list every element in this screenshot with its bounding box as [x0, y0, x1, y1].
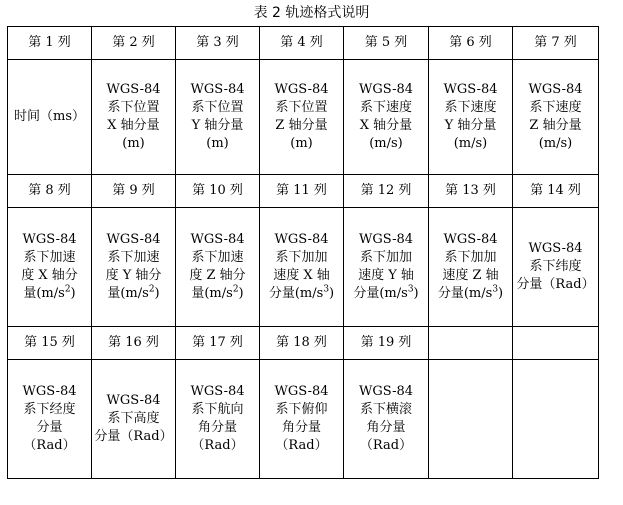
description-main-text: WGS-84 系下加速 度 Y 轴分 量(m/s: [105, 232, 162, 301]
description-text: WGS-84 系下俯仰 角分量 （Rad）: [274, 384, 329, 453]
unit-exponent: 3: [407, 284, 414, 295]
description-cell: [92, 60, 176, 175]
column-header-cell: 第 14 列: [513, 175, 599, 208]
description-text: WGS-84 系下速度 X 轴分量 (m/s): [358, 82, 414, 151]
description-text: 时间（ms）: [14, 109, 85, 124]
unit-exponent: 3: [323, 284, 330, 295]
description-text: [346, 231, 426, 303]
description-cell: [429, 208, 513, 327]
description-cell: [92, 360, 176, 479]
description-text: WGS-84 系下横滚 角分量 （Rad）: [358, 384, 414, 453]
column-header-cell: [429, 327, 513, 360]
column-header-cell: 第 13 列: [429, 175, 513, 208]
description-cell: [513, 60, 599, 175]
description-text: WGS-84 系下高度 分量（Rad）: [94, 393, 173, 444]
unit-close: ): [329, 286, 335, 301]
description-cell: [513, 360, 599, 479]
trajectory-format-table: [7, 26, 599, 479]
column-header-cell: 第 19 列: [344, 327, 429, 360]
unit-exponent: 2: [232, 284, 239, 295]
description-cell: [344, 60, 429, 175]
description-row: [8, 208, 599, 327]
column-header-cell: 第 11 列: [260, 175, 344, 208]
description-cell: [260, 360, 344, 479]
description-row: [8, 360, 599, 479]
description-text: WGS-84 系下位置 Z 轴分量 (m): [274, 82, 329, 151]
description-cell: [344, 360, 429, 479]
description-cell: [429, 360, 513, 479]
column-header-cell: 第 2 列: [92, 27, 176, 60]
description-main-text: WGS-84 系下加速 度 X 轴分 量(m/s: [21, 232, 78, 301]
column-header-cell: 第 9 列: [92, 175, 176, 208]
description-cell: [429, 60, 513, 175]
unit-exponent: 3: [492, 284, 499, 295]
column-header-cell: 第 6 列: [429, 27, 513, 60]
description-text: WGS-84 系下速度 Y 轴分量 (m/s): [443, 82, 498, 151]
description-main-text: WGS-84 系下加加 速度 Z 轴 分量(m/s: [437, 232, 499, 301]
column-header-cell: 第 10 列: [176, 175, 260, 208]
column-header-cell: 第 15 列: [8, 327, 92, 360]
description-text: [262, 231, 341, 303]
table-caption: 表 2 轨迹格式说明: [253, 5, 370, 21]
column-header-cell: 第 7 列: [513, 27, 599, 60]
column-header-cell: 第 5 列: [344, 27, 429, 60]
description-text: [178, 231, 257, 303]
description-cell: [8, 208, 92, 327]
description-text: WGS-84 系下航向 角分量 （Rad）: [190, 384, 245, 453]
unit-close: ): [70, 286, 76, 301]
description-text: WGS-84 系下速度 Z 轴分量 (m/s): [528, 82, 583, 151]
description-text: WGS-84 系下位置 Y 轴分量 (m): [190, 82, 245, 151]
column-header-cell: 第 1 列: [8, 27, 92, 60]
column-header-cell: 第 17 列: [176, 327, 260, 360]
description-main-text: WGS-84 系下纬度 分量（Rad）: [516, 241, 595, 292]
description-row: [8, 60, 599, 175]
description-cell: [260, 60, 344, 175]
unit-close: ): [154, 286, 160, 301]
description-cell: [513, 208, 599, 327]
unit-exponent: 2: [64, 284, 71, 295]
description-text: [94, 231, 173, 303]
unit-close: ): [498, 286, 504, 301]
description-text: [515, 240, 596, 294]
description-main-text: WGS-84 系下加加 速度 X 轴 分量(m/s: [268, 232, 330, 301]
column-header-cell: 第 12 列: [344, 175, 429, 208]
description-text: WGS-84 系下经度 分量 （Rad）: [22, 384, 77, 453]
unit-exponent: 2: [148, 284, 155, 295]
unit-close: ): [238, 286, 244, 301]
column-header-cell: [513, 327, 599, 360]
description-cell: [176, 208, 260, 327]
description-main-text: WGS-84 系下加加 速度 Y 轴 分量(m/s: [353, 232, 414, 301]
description-text: [431, 231, 510, 303]
description-main-text: WGS-84 系下加速 度 Z 轴分 量(m/s: [189, 232, 246, 301]
description-cell: [176, 60, 260, 175]
column-header-cell: 第 18 列: [260, 327, 344, 360]
description-cell: [8, 360, 92, 479]
description-text: WGS-84 系下位置 X 轴分量 (m): [106, 82, 161, 151]
column-header-cell: 第 4 列: [260, 27, 344, 60]
header-row: [8, 327, 599, 360]
column-header-cell: 第 16 列: [92, 327, 176, 360]
description-cell: [8, 60, 92, 175]
description-cell: [260, 208, 344, 327]
description-text: [10, 231, 89, 303]
header-row: [8, 27, 599, 60]
description-cell: [92, 208, 176, 327]
description-cell: [344, 208, 429, 327]
header-row: [8, 175, 599, 208]
description-cell: [176, 360, 260, 479]
column-header-cell: 第 3 列: [176, 27, 260, 60]
unit-close: ): [413, 286, 419, 301]
column-header-cell: 第 8 列: [8, 175, 92, 208]
